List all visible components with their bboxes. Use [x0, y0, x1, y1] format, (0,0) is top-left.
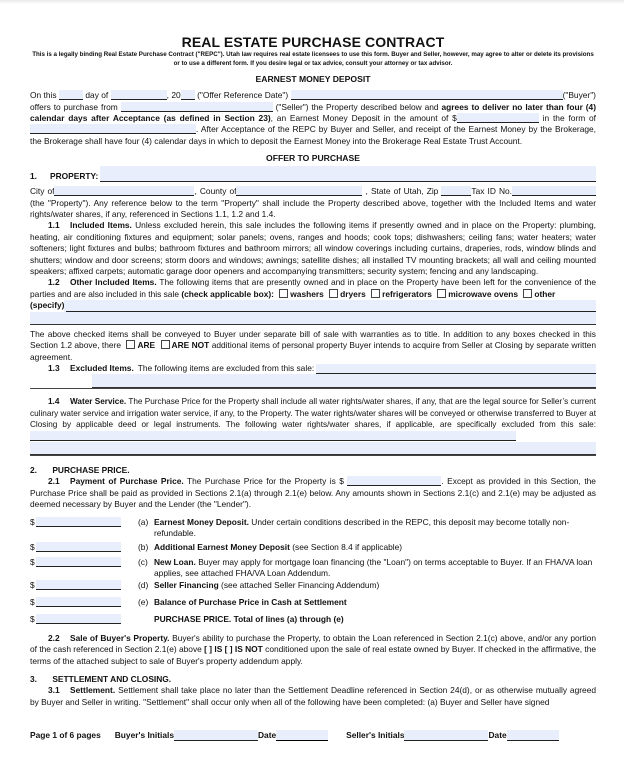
- county-field[interactable]: [236, 186, 362, 196]
- seller-name-field[interactable]: [121, 102, 273, 112]
- line-letter: (e): [138, 597, 149, 607]
- dollar-sign: $: [30, 597, 35, 607]
- property-label: PROPERTY:: [50, 170, 99, 181]
- additional-deposit-amount-field[interactable]: [36, 542, 121, 552]
- dollar-sign: $: [30, 542, 35, 553]
- payment-line-total: [30, 614, 596, 625]
- payment-line-e: [30, 597, 596, 608]
- section-1-3: [30, 363, 596, 374]
- offer-heading: OFFER TO PURCHASE: [266, 153, 360, 164]
- buyer-name-field[interactable]: [291, 90, 563, 100]
- total-price-amount-field[interactable]: [36, 614, 121, 624]
- text: The following items are excluded from this sale:: [137, 362, 315, 373]
- section-number: 2.: [30, 464, 37, 475]
- are-not-checkbox[interactable]: [161, 340, 170, 349]
- section-heading: PURCHASE PRICE.: [52, 464, 130, 475]
- dollar-sign: $: [30, 579, 35, 590]
- text: conditioned upon the sale of real estate owned by Buyer. If checked in the affirmative, the terms of the attached subject to sale of Buyer's property addendum apply.: [30, 644, 597, 666]
- section-number: 3.1: [48, 685, 60, 696]
- section-2-1: [30, 476, 596, 510]
- year-field[interactable]: [181, 90, 195, 100]
- section-title: Other Included Items.: [70, 277, 157, 288]
- page-title: REAL ESTATE PURCHASE CONTRACT: [181, 34, 445, 50]
- earnest-amount-field[interactable]: [457, 113, 539, 123]
- water-excluded-field-line-2[interactable]: [30, 442, 596, 455]
- earnest-money-paragraph: [30, 90, 596, 147]
- line-letter: (a): [138, 516, 149, 527]
- window-top-edge: [0, 0, 624, 4]
- day-field[interactable]: [59, 90, 83, 100]
- specify-field-line-2[interactable]: [30, 312, 596, 325]
- text: . After Acceptance of the REPC by Buyer and Seller, and receipt of the Earnest Money by the Brokerage, the Brokerage shall have four (4) calendar days in which to deposit the Earnest Money into the Brokerage Real Estate Trust Account.: [30, 124, 596, 146]
- earnest-deposit-amount-field[interactable]: [36, 517, 121, 527]
- section-1-4: [30, 396, 596, 442]
- buyer-date-label: Date: [258, 730, 277, 740]
- checkbox-label: washers: [290, 288, 324, 299]
- text: City of: [30, 186, 55, 197]
- text: The Purchase Price for the Property is $: [187, 476, 344, 487]
- text: Buyer's ability to purchase the Property, to obtain the Loan referenced in Section 2.1(c) above, and/or any portion of the cash referenced in Section 2.1(e) above: [30, 632, 596, 655]
- line-title: Seller Financing: [154, 579, 219, 590]
- text: ("Offer Reference Date"): [197, 90, 289, 101]
- page-number: Page 1 of 6 pages: [30, 730, 101, 740]
- payment-line-b: [30, 542, 596, 553]
- line-text: (see attached Seller Financing Addendum): [221, 579, 380, 590]
- line-letter: (d): [138, 579, 149, 590]
- line-text: Buyer may apply for mortgage loan financing (the "Loan") on terms acceptable to Buyer. If an FHA/VA loan applies, see attached FHA/VA Loan Addendum.: [154, 556, 593, 579]
- divider: [30, 388, 596, 389]
- specify-label: (specify): [30, 300, 65, 311]
- dryers-checkbox[interactable]: [329, 289, 338, 298]
- seller-date-field[interactable]: [507, 730, 559, 741]
- checkbox-label: microwave ovens: [448, 288, 519, 299]
- section-heading: SETTLEMENT AND CLOSING.: [52, 674, 172, 685]
- property-row: [30, 166, 596, 182]
- line-text: Under certain conditions described in the REPC, this deposit may become totally non-refundable.: [154, 516, 570, 538]
- earnest-money-heading: EARNEST MONEY DEPOSIT: [255, 74, 371, 85]
- section-1-2: [30, 277, 596, 300]
- dollar-sign: $: [30, 556, 35, 567]
- line-title: Balance of Purchase Price in Cash at Settlement: [154, 597, 347, 607]
- tax-id-field[interactable]: [512, 186, 596, 196]
- page-footer: [30, 730, 596, 741]
- section-number: 1.1: [48, 220, 60, 231]
- payment-lines: [30, 517, 596, 626]
- line-title: Additional Earnest Money Deposit: [154, 542, 290, 553]
- section-title: Excluded Items.: [70, 362, 134, 373]
- text: agrees to deliver no later than four (4) calendar days after Acceptance (as defined in Section 23): [30, 101, 596, 123]
- text: ("Seller") the Property described below and: [275, 101, 439, 112]
- section-3-heading: [30, 674, 596, 685]
- divider: [30, 455, 596, 456]
- buyer-initials-field[interactable]: [174, 730, 258, 741]
- contract-page: [30, 30, 596, 708]
- text: The following items that are presently owned and in place on the Property have been left for the convenience of the parties and are also included in this sale: [30, 277, 596, 299]
- payment-line-a: [30, 517, 596, 540]
- month-field[interactable]: [111, 90, 167, 100]
- cash-balance-amount-field[interactable]: [36, 597, 121, 607]
- section-2-2: [30, 633, 596, 667]
- line-letter: (c): [138, 556, 148, 567]
- section-title: Included Items.: [70, 220, 132, 231]
- text: The Purchase Price for the Property shall include all water rights/water shares, if any, that are the legal source for Seller’s current culinary water service and irrigation water service, if any, to the Property. The water rights/water shares will be conveyed or otherwise transferred to Buyer at Closing by applicable deed or legal instruments. The following water rights/water shares, if applicable, are specifically excluded from this sale:: [30, 397, 596, 430]
- text: ("Buyer") offers to purchase from: [30, 90, 596, 112]
- excluded-items-field-line-2[interactable]: [92, 374, 596, 388]
- text: , County of: [194, 186, 237, 197]
- property-address-field[interactable]: [100, 166, 596, 182]
- section-number: 2.2: [48, 632, 60, 643]
- dollar-sign: $: [30, 516, 35, 527]
- microwave-ovens-checkbox[interactable]: [437, 289, 446, 298]
- text: day of: [85, 90, 109, 101]
- buyer-date-field[interactable]: [276, 730, 328, 741]
- line-title: New Loan.: [154, 556, 196, 567]
- property-paragraph: [30, 186, 596, 220]
- section-title: Settlement.: [70, 685, 116, 696]
- disclaimer: This is a legally binding Real Estate Purchase Contract ("REPC"). Utah law requires real estate licensees to use this form. Buyer and Seller, however, may agree to alter or delete its provisions or to use a different form. If you desire legal or tax advice, consult your attorney or tax advisor.: [32, 51, 594, 67]
- line-letter: (b): [138, 542, 149, 553]
- section-2-heading: [30, 465, 596, 476]
- section-number: 1.: [30, 170, 37, 181]
- checkbox-label: ARE: [137, 340, 156, 351]
- water-excluded-field[interactable]: [30, 431, 516, 441]
- excluded-items-field[interactable]: [316, 364, 596, 374]
- text: Settlement shall take place no later than the Settlement Deadline referenced in Section 24(d), or as otherwise mutually agreed by Buyer and Seller in writing. "Settlement" shall occur only when all of the following have been completed: (a) Buyer and Seller have signed: [30, 685, 597, 707]
- text: additional items of personal property Buyer intends to acquire from Seller at Closing by separate written agreement.: [30, 340, 596, 362]
- text: Unless excluded herein, this sale includes the following items if presently owned and in place on the Property: plumbing, heating, air conditioning fixtures and equipment; solar panels; ovens, ranges and hoods; cook tops; dishwashers; ceiling fans; water heaters; water softeners; light fixtures and bulbs; bathroom fixtures and bathroom mirrors; all window coverings including curtains, draperies, rods, window blinds and shutters; window and door screens; storm doors and windows; awnings; satellite dishes; all installed TV mounting brackets; all wall and ceiling mounted speakers; affixed carpets; automatic garage door openers and accompanying transmitters; security system; fencing and any landscaping.: [30, 220, 596, 277]
- section-number: 1.2: [48, 277, 60, 288]
- new-loan-amount-field[interactable]: [36, 557, 121, 567]
- checkbox-label: other: [534, 288, 556, 299]
- seller-initials-field[interactable]: [404, 730, 488, 741]
- section-title: Sale of Buyer's Property.: [70, 632, 170, 643]
- checkbox-label: dryers: [340, 288, 366, 299]
- payment-line-c: [30, 557, 596, 580]
- text: On this: [30, 90, 57, 101]
- section-title: Payment of Purchase Price.: [70, 476, 184, 487]
- city-field[interactable]: [54, 186, 194, 196]
- text: (check applicable box):: [181, 288, 274, 299]
- text: Tax ID No.: [471, 186, 512, 197]
- section-1-2-continued: [30, 329, 596, 363]
- checkbox-label: refrigerators: [382, 288, 432, 299]
- zip-field[interactable]: [441, 186, 471, 196]
- text: The above checked items shall be conveyed to Buyer under separate bill of sale with warranties as to title. In addition to any boxes checked in this Section 1.2 above, there: [30, 328, 596, 351]
- text: , State of Utah, Zip: [365, 186, 439, 197]
- seller-date-label: Date: [488, 730, 507, 740]
- text: in the form of: [542, 113, 596, 123]
- seller-financing-amount-field[interactable]: [36, 580, 121, 590]
- text: (the "Property"). Any reference below to the term "Property" shall include the Property described above, together with the Included Items and water rights/water shares, if any, referenced in Sections 1.1, 1.2 and 1.4.: [30, 197, 596, 220]
- washers-checkbox[interactable]: [279, 289, 288, 298]
- section-number: 2.1: [48, 476, 60, 487]
- payment-line-d: [30, 580, 596, 591]
- section-title: Water Service.: [70, 397, 127, 407]
- seller-initials-label: Seller's Initials: [346, 730, 405, 740]
- line-title: Earnest Money Deposit.: [154, 516, 249, 527]
- is-is-not-choice[interactable]: [ ] IS [ ] IS NOT: [204, 644, 263, 655]
- line-title: PURCHASE PRICE. Total of lines (a) through (e): [154, 614, 344, 625]
- checkbox-label: ARE NOT: [171, 340, 210, 351]
- section-3-1: [30, 685, 596, 708]
- section-1-1: [30, 220, 596, 277]
- purchase-price-field[interactable]: [347, 476, 441, 486]
- text: . Except as provided in this Section, the Purchase Price shall be paid as provided in Sections 2.1(a) through 2.1(e) below. Any amounts shown in Sections 2.1(c) and 2.1(e) may be adjusted as deemed necessary by Buyer and the Lender (the "Lender").: [30, 476, 596, 510]
- earnest-form-field[interactable]: [30, 124, 196, 134]
- section-number: 3.: [30, 674, 37, 685]
- text: , an Earnest Money Deposit in the amount of $: [270, 113, 457, 123]
- text: , 20: [166, 90, 181, 101]
- other-checkbox[interactable]: [523, 289, 532, 298]
- line-text: (see Section 8.4 if applicable): [292, 542, 403, 553]
- refrigerators-checkbox[interactable]: [371, 289, 380, 298]
- specify-row: [30, 300, 596, 311]
- section-number: 1.3: [48, 362, 60, 373]
- dollar-sign: $: [30, 614, 35, 625]
- section-number: 1.4: [48, 397, 60, 407]
- are-checkbox[interactable]: [126, 340, 135, 349]
- buyer-initials-label: Buyer's Initials: [114, 730, 174, 740]
- specify-field[interactable]: [66, 302, 596, 312]
